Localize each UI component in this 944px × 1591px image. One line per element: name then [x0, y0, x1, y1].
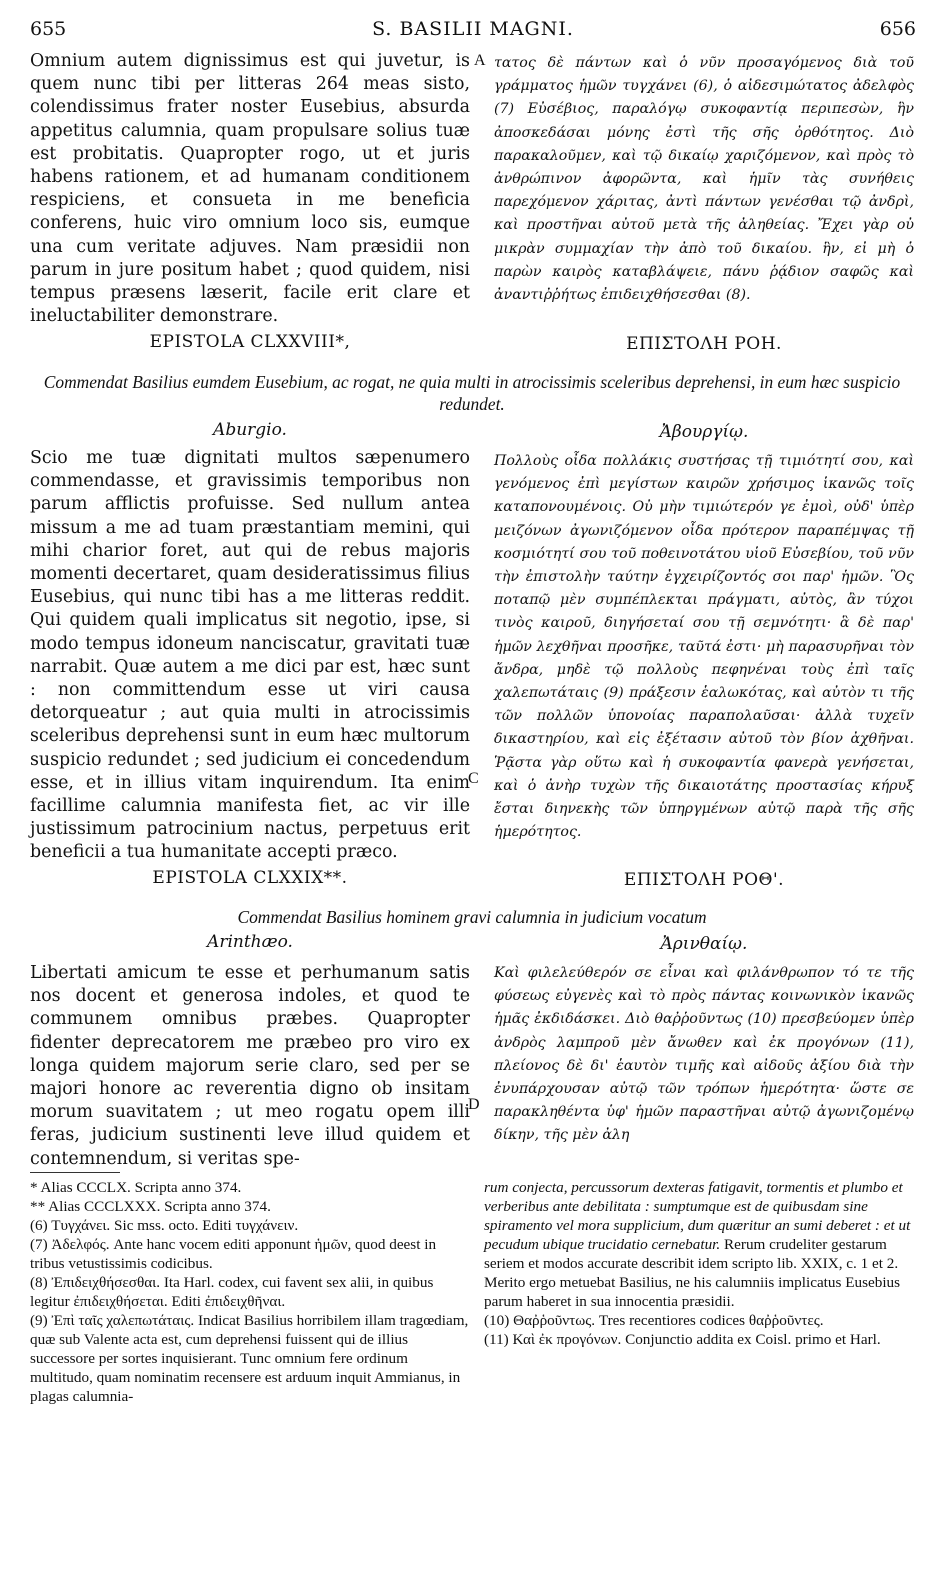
page-header [30, 18, 916, 44]
latin-paragraph: Libertati amicum te esse et perhumanum satis nos docent et generosa indoles, et quod te communem omnibus præbes. Quapropter fidenter deprecatorem me præbeo pro viro ex longa quidem majorum serie claro, sed per se majori honore ac reverentia digno ob insitam morum suavitatem ; ut meo rogatu opem illi feras, judicium sustinenti leve illud quidem et contemnendum, si veritas spe- [30, 963, 470, 1169]
margin-marker-a: A [474, 52, 486, 69]
epistle-179-latin-addressee: Arinthæo. [207, 932, 293, 952]
epistle-178-latin-text [30, 447, 470, 865]
latin-paragraph: Scio me tuæ dignitati multos sæpenumero commendasse, et gravissimis temporibus non parum afflictis profuisse. Sed nullum antea missum a me ad tuam præstantiam memini, qui mihi charior foret, aut qui de rebus majoris momenti decertaret, quam desideratissimus filius Eusebius, qui nunc tibi has a me litteras reddit. Qui quidem quali implicatus sit negotio, ipse, si modo tempus idoneum nanciscatur, gravitati tuæ narrabit. Quæ autem a me dici par est, hæc sunt : non committendum esse ut viri causa detorqueatur ; aut quia multi in atrocissimis sceleribus deprehensi sunt in eum hæc multorum suspicio redundet ; sed judicium ei concedendum esse, et in illius vitam inquirendum. Ita enim facillime calumnia manifesta fiet, ac vir ille justissimum patrocinium nactus, perpetuus erit beneficii a tua humanitate accepti præco. [30, 448, 470, 863]
footnotes-right-column [484, 1178, 914, 1349]
epistle-178-latin-addressee: Aburgio. [213, 420, 287, 440]
footnote-rule [30, 1172, 120, 1173]
footnote-continuation [484, 1178, 914, 1311]
footnote: (7) Ἀδελφός. Ante hanc vocem editi apponunt ἡμῶν, quod deest in tribus vetustissimis codicibus. [30, 1236, 437, 1272]
page-number-left: 655 [30, 18, 67, 40]
latin-text-continuation [30, 50, 470, 328]
footnote: ** Alias CCCLXXX. Scripta anno 374. [30, 1198, 271, 1215]
greek-paragraph: Καὶ φιλελεύθερόν σε εἶναι καὶ φιλάνθρωπον τό τε τῆς φύσεως εὐγενὲς καὶ τὸ πρὸς πάντας κοινωνικὸν ἱκανῶς ἡμᾶς ἐκδιδάσκει. Διὸ θαῤῥοῦντως (10) πρεσβεύομεν ὑπὲρ ἀνδρὸς λαμπροῦ μὲν ἄνωθεν καὶ ἐκ προγόνων (11), πλείονος δὲ δι' ἑαυτὸν τιμῆς καὶ αἰδοῦς ἀξίου διὰ τὴν ἐνυπάρχουσαν αὐτῷ τῶν τρόπων ἡμερότητα· ὥστε σε παρακληθέντα ὑφ' ἡμῶν παραστῆναι αὐτῷ ἀγωνιζομένῳ δίκην, τῆς μὲν ἀλη [494, 965, 914, 1144]
footnote: (10) Θαῤῥοῦντως. Tres recentiores codices θαῤῥοῦντες. [484, 1312, 824, 1329]
footnote: (11) Καὶ ἐκ προγόνων. Conjunctio addita ex Coisl. primo et Harl. [484, 1331, 881, 1348]
epistle-178-greek-title: ΕΠΙΣΤΟΛΗ ΡΟΗ. [626, 334, 782, 354]
page-number-right: 656 [879, 18, 916, 40]
footnotes-left-column [30, 1178, 470, 1406]
footnote-text: Rerum crudeliter gestarum seriem et modos accurate describit idem scripto lib. XXIX, c. 1 et 2. Merito ergo metuebat Basilius, ne his calumniis implicatus Eusebius parum haberet in sua innocentia præsidii. [484, 1236, 901, 1310]
epistle-178-greek-text [494, 450, 914, 844]
margin-marker-c: C [468, 770, 479, 787]
footnote: (8) Ἐπιδειχθήσεσθαι. Ita Harl. codex, cui favent sex alii, in quibus legitur ἐπιδειχθήσεται. Editi ἐπιδειχθῆναι. [30, 1274, 434, 1310]
epistle-178-latin-title: EPISTOLA CLXXVIII*, [149, 332, 351, 352]
greek-paragraph: Πολλοὺς οἶδα πολλάκις συστήσας τῇ τιμιότητί σου, καὶ γενόμενος ἐπὶ μεγίστων καιρῶν χρήσιμος ἱκανῶς τοῖς καταπονουμένοις. Οὐ μὴν τιμιώτερόν γε ἐμοὶ, οὐδ' ὑπὲρ μειζόνων ἀγωνιζόμενον οἶδα πρότερον παραπέμψας τῇ κοσμιότητί σου τοῦ ποθεινοτάτου υἱοῦ Εὐσεβίου, τοῦ νῦν τὴν ἐπιστολὴν ταύτην ἐγχειρίζοντός σοι παρ' ἡμῶν. Ὃς ποταπῷ μὲν συμπέπλεκται πράγματι, αὐτὸς, ἂν τύχοι τινὸς καιροῦ, διηγήσεταί σου τῇ σεμνότητι· ἃ δὲ παρ' ἡμῶν λεχθῆναι προσῆκε, ταῦτά ἐστι· μὴ παρασυρῆναι τὸν ἄνδρα, μηδὲ τῷ πολλοὺς πεφηνέναι τοὺς ἐπὶ ταῖς χαλεπωτάταις (9) πράξεσιν ἑαλωκότας, καὶ αὐτὸν τι τῆς τῶν πολλῶν ὑπονοίας παραπολαῦσαι· ἀλλὰ τυχεῖν δικαστηρίου, καὶ εἰς ἐξέτασιν αὐτοῦ τὸν βίον ἀχθῆναι. Ῥᾷστα γὰρ οὕτω καὶ ἡ συκοφαντία φανερὰ γενήσεται, καὶ ὁ ἀνὴρ τυχὼν τῆς δικαιοτάτης προστασίας κήρυξ ἔσται διηνεκὴς τῶν ὑπηργμένων αὐτῷ παρὰ τῆς σῆς ἡμερότητος. [494, 453, 914, 841]
footnote: (6) Τυγχάνει. Sic mss. octo. Editi τυγχάνειν. [30, 1217, 299, 1234]
margin-marker-d: D [468, 1096, 480, 1113]
footnote: * Alias CCCLX. Scripta anno 374. [30, 1179, 242, 1196]
footnote: (9) Ἐπὶ ταῖς χαλεπωτάταις. Indicat Basilius horribilem illam tragœdiam, quæ sub Valente acta est, cum deprehensi fuissent qui de illius successore per sortes inquisierant. Tunc omnium fere ordinum multitudo, quam nominatim recensere est arduum inquit Ammianus, in plagas calumnia- [30, 1312, 469, 1405]
epistle-179-greek-addressee: Ἀρινθαίῳ. [660, 934, 748, 954]
running-title: S. BASILII MAGNI. [372, 18, 574, 40]
epistle-179-latin-title: EPISTOLA CLXXIX**. [152, 868, 348, 888]
epistle-178-argument: Commendat Basilius eumdem Eusebium, ac rogat, ne quia multi in atrocissimis sceleribus deprehensi, in eum hæc suspicio redundet. [43, 372, 901, 414]
epistle-179-greek-title: ΕΠΙΣΤΟΛΗ ΡΟΘ'. [623, 870, 785, 890]
epistle-179-argument: Commendat Basilius hominem gravi calumnia in judicium vocatum [237, 907, 707, 927]
epistle-179-greek-text [494, 962, 914, 1148]
latin-paragraph: Omnium autem dignissimus est qui juvetur, is quem nunc tibi per litteras 264 meas sisto, colendissimus frater noster Eusebius, absurda appetitus calumnia, quam propulsare solius tuæ est probitatis. Quapropter rogo, ut et juris habens rationem, et ad humanam conditionem respiciens, et consueta in me beneficia conferens, huic viro omnium loco sis, eumque una cum veritate adjuves. Nam præsidii non parum in jure positum habet ; quod quidem, nisi tempus præsens læserit, facile erit clare et ineluctabiliter demonstrare. [30, 51, 470, 327]
greek-paragraph: τατος δὲ πάντων καὶ ὁ νῦν προσαγόμενος διὰ τοῦ γράμματος ἡμῶν τυγχάνει (6), ὁ αἰδεσιμώτατος ἀδελφὸς (7) Εὐσέβιος, παραλόγῳ συκοφαντίᾳ περιπεσὼν, ἣν ἀποσκεδάσαι μόνης ἐστὶ τῆς σῆς ὀρθότητος. Διὸ παρακαλοῦμεν, καὶ τῷ δικαίῳ χαριζόμενον, καὶ πρὸς τὸ ἀνθρώπινον ἀφορῶντα, καὶ ἡμῖν τὰς συνήθεις παρεχόμενον χάριτας, ἀντὶ πάντων γενέσθαι τῷ ἀνδρὶ, καὶ προστῆναι αὐτοῦ μετὰ τῆς ἀληθείας. Ἔχει γὰρ οὐ μικρὰν συμμαχίαν τὴν ἀπὸ τοῦ δικαίου. ἣν, εἰ μὴ ὁ παρὼν καιρὸς καταβλάψειε, πάνυ ῥᾴδιον σαφῶς καὶ ἀναντιῤῥήτως ἐπιδειχθήσεσθαι (8). [494, 55, 914, 304]
footnote-quotation: rum conjecta, percussorum dexteras fatigavit, tormentis et plumbo et verberibus ante debilitata : sumptumque est de quibusdam sine spiramento vel mora supplicium, dum quæritur an sumi deberet : et ut pecudum ubique trucidatio cernebatur. [484, 1179, 911, 1253]
greek-text-continuation [494, 52, 914, 307]
epistle-179-latin-text [30, 962, 470, 1171]
epistle-178-greek-addressee: Ἀβουργίῳ. [659, 422, 749, 442]
